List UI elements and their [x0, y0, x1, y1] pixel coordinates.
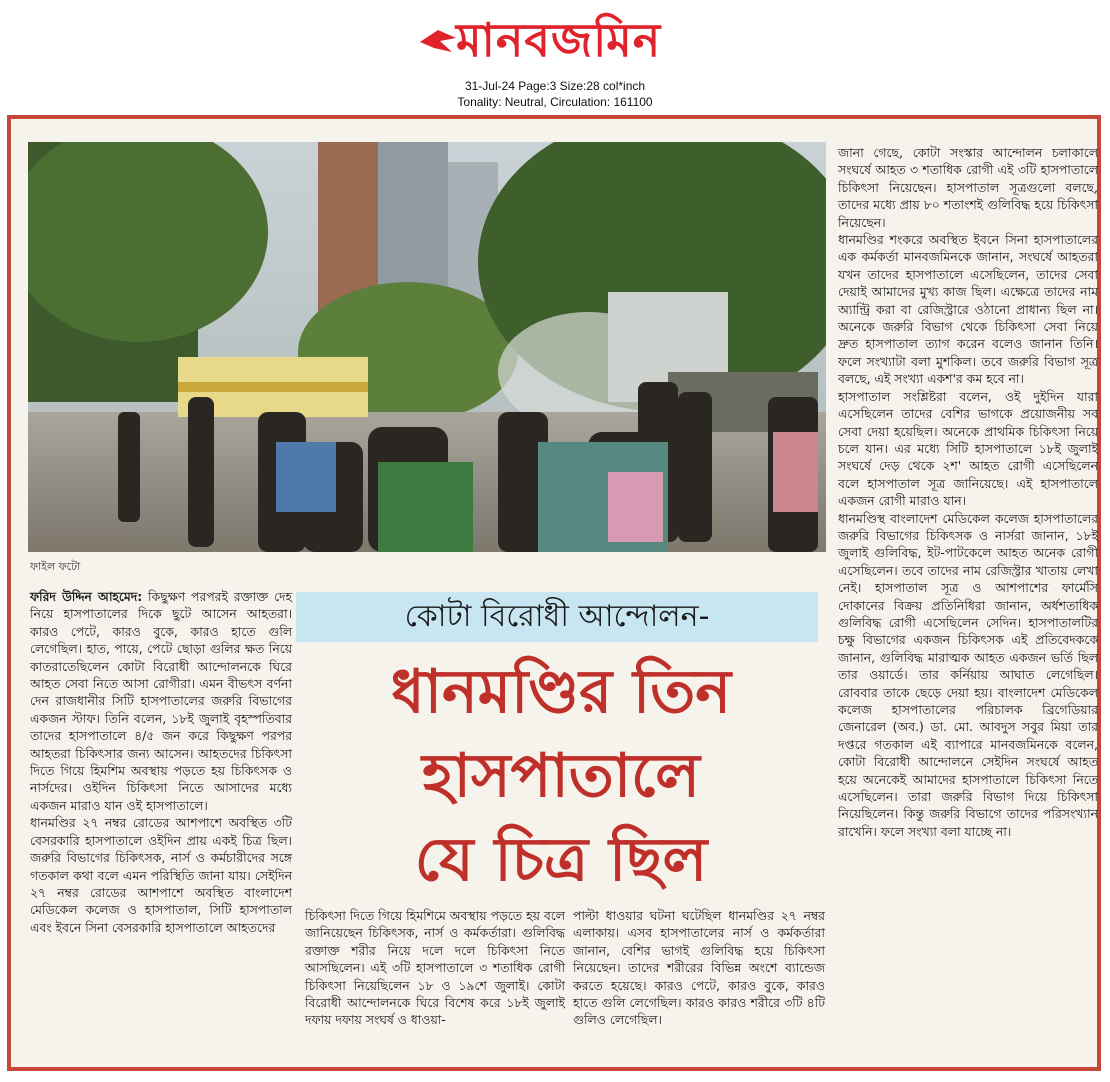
headline: [296, 650, 826, 902]
clip-meta-date: 31-Jul-24 Page:3 Size:28 col*inch: [464, 79, 646, 93]
news-photo: [28, 142, 826, 552]
byline: ফরিদ উদ্দিন আহমেদ:: [30, 589, 143, 604]
headline-line-3: যে চিত্র ছিল: [414, 825, 708, 895]
article-paragraph: ধানমণ্ডির ২৭ নম্বর রোডের আশপাশে অবস্থিত ৩টি বেসরকারি হাসপাতালে ওইদিন প্রায় একই চিত্র ছিল। জরুরি বিভাগের চিকিৎসক, নার্স ও কর্মচারীদের সঙ্গে গতকাল কথা বলে এমন পরিস্থিতি জানা যায়। সেইদিন ২৭ নম্বর রোডের আশপাশে অবস্থিত বাংলাদেশ মেডিকেল কলেজ ও হাসপাতাল, সিটি হাসপাতাল এবং ইবনে সিনা বেসরকারি হাসপাতালে আহতদের: [30, 815, 292, 935]
article-paragraph: [30, 588, 292, 814]
newspaper-logo: [418, 10, 698, 72]
logo-swoosh-icon: [418, 28, 458, 54]
headline-kicker: কোটা বিরোধী আন্দোলন-: [296, 592, 818, 642]
article-column-right: [838, 144, 1098, 840]
article-column-left: [30, 588, 292, 936]
logo-text: মানবজমিন: [456, 13, 662, 67]
article-column-mid-b: [573, 907, 825, 1029]
article-column-mid-a: [305, 907, 565, 1029]
article-paragraph: হাসপাতাল সংশ্লিষ্টরা বলেন, ওই দুইদিন যারা এসেছিলেন তাদের বেশির ভাগকে প্রয়োজনীয় সব সেবা দেয়া হয়েছিল। অনেকে প্রাথমিক চিকিৎসা নিয়ে চলে যান। এর মধ্যে সিটি হাসপাতালে ১৮ই জুলাই সংঘর্ষে দেড় থেকে ২শ' আহত রোগী এসেছিলেন বলে হাসপাতাল সূত্র জানিয়েছে। এই হাসপাতালে একজন রোগী মারাও যান।: [838, 388, 1098, 509]
article-paragraph: জানা গেছে, কোটা সংস্কার আন্দোলন চলাকালে সংঘর্ষে আহত ৩ শতাধিক রোগী এই ৩টি হাসপাতালে চিকিৎসা নিয়েছেন। হাসপাতাল সূত্রগুলো বলছে, তাদের মধ্যে প্রায় ৮০ শতাংশই গুলিবিদ্ধ হয়ে চিকিৎসা নিয়েছেন।: [838, 145, 1098, 230]
article-paragraph: পাল্টা ধাওয়ার ঘটনা ঘটেছিল ধানমণ্ডির ২৭ নম্বর এলাকায়। এসব হাসপাতালের নার্স ও কর্মকর্তারা জানান, বেশির ভাগই গুলিবিদ্ধ হয়ে চিকিৎসা নিয়েছেন। তাদের শরীরের বিভিন্ন অংশে ব্যান্ডেজ করতে হয়েছে। কারও পেটে, কারও বুকে, কারও হাতে গুলি লেগেছিল। কারও কারও শরীরে ৩টি ৪টি গুলিও লেগেছিল।: [573, 908, 825, 1028]
masthead: [0, 0, 1110, 112]
lead-text: কিছুক্ষণ পরপরই রক্তাক্ত দেহ নিয়ে হাসপাতালের দিকে ছুটে আসেন আহতরা। কারও পেটে, কারও বুকে, কারও হাতে গুলি লেগেছিল। হাত, পায়ে, পেটে ছোড়া গুলির ক্ষত নিয়ে কাতরাতেছিলেন কোটা বিরোধী আন্দোলনকে ঘিরে আহত সেবা নিতে আসা রোগীরা। এমন বীভৎস বর্ণনা দেন রাজধানীর সিটি হাসপাতালের জরুরি বিভাগের একজন স্টাফ। তিনি বলেন, ১৮ই জুলাই বৃহস্পতিবার তাদের হাসপাতালে ৪/৫ জন করে কিছুক্ষণ পরপর আহতরা চিকিৎসার জন্য আসেন। আহতদের চিকিৎসা দিতে গিয়ে হিমশিম অবস্থায় পড়তে হয় চিকিৎসক ও নার্সদের। ওইদিন চিকিৎসা নিতে আসাদের মধ্যে একজন মারাও যান ওই হাসপাতালে।: [30, 589, 292, 813]
clip-meta-tonality: Tonality: Neutral, Circulation: 161100: [457, 95, 653, 109]
article-paragraph: ধানমণ্ডির শংকরে অবস্থিত ইবনে সিনা হাসপাতালের এক কর্মকর্তা মানবজমিনকে জানান, সংঘর্ষে আহতরা যখন তাদের হাসপাতালে এসেছিলেন, তাদের সেবা দেয়াই আমাদের মুখ্য কাজ ছিল। এক্ষেত্রে তাদের নাম অ্যান্ট্রি করা বা রেজিস্ট্রারে ওঠানো প্রাধান্য ছিল না। অনেকে জরুরি বিভাগ থেকে চিকিৎসা সেবা নিয়ে দ্রুত হাসপাতাল ত্যাগ করেন বলেও জানান তিনি। ফলে সংখ্যাটা বলা মুশকিল। তবে জরুরি বিভাগ সূত্র বলছে, এই সংখ্যা একশ'র কম হবে না।: [838, 232, 1098, 387]
article-paragraph: ধানমণ্ডিস্থ বাংলাদেশ মেডিকেল কলেজ হাসপাতালের জরুরি বিভাগের চিকিৎসক ও নার্সরা জানান, ১৮ই জুলাই গুলিবিদ্ধ, ইট-পাটকেলে আহত অনেক রোগী এসেছিলেন। তবে তাদের নাম রেজিস্ট্রার খাতায় লেখা নেই। হাসপাতাল সূত্র ও আশপাশের ফার্মেসি দোকানের বিক্রয় প্রতিনিধিরা জানান, অর্ধশতাধিক গুলিবিদ্ধ রোগী এসেছিলেন সেদিন। হাসপাতালটির চক্ষু বিভাগের একজন চিকিৎসক এই প্রতিবেদককে জানান, গুলিবিদ্ধ মারাত্মক আহত একজন ভর্তি ছিল তার ওয়ার্ডে। তার কর্নিয়ায় আঘাত লেগেছিল। রোববার তাকে ছেড়ে দেয়া হয়। বাংলাদেশ মেডিকেল কলেজ হাসপাতালের পরিচালক ব্রিগেডিয়ার জেনারেল (অব.) ডা. মো. আবদুস সবুর মিয়া তার দপ্তরে গতকাল এই ব্যাপারে মানবজমিনকে বলেন, কোটা বিরোধী আন্দোলনে সেইদিন সংঘর্ষে আহত হয়ে অনেকেই আমাদের হাসপাতালে চিকিৎসা নিতে এসেছিলেন। তারা জরুরি বিভাগ দিয়ে চিকিৎসা নিয়েছিলেন। কিন্তু জরুরি বিভাগে তাদের পরিসংখ্যান রাখেনি। ফলে সংখ্যা বলা যাচ্ছে না।: [838, 510, 1098, 839]
headline-line-2: হাসপাতালে: [422, 741, 700, 811]
article-paragraph: চিকিৎসা দিতে গিয়ে হিমশিমে অবস্থায় পড়তে হয় বলে জানিয়েছেন চিকিৎসক, নার্স ও কর্মকর্তারা। গুলিবিদ্ধ রক্তাক্ত শরীর নিয়ে দলে দলে চিকিৎসা নিতে আসছিলেন। এই ৩টি হাসপাতালে ৩ শতাধিক রোগী চিকিৎসা নিয়েছিলেন ১৮ ও ১৯শে জুলাই। কোটা বিরোধী আন্দোলনকে ঘিরে বিশেষ করে ১৮ই জুলাই দফায় দফায় সংঘর্ষ ও ধাওয়া-: [305, 908, 565, 1028]
street-clash-photo: [28, 142, 826, 552]
headline-line-1: ধানমণ্ডির তিন: [390, 657, 732, 727]
photo-caption: ফাইল ফটো: [30, 560, 81, 573]
